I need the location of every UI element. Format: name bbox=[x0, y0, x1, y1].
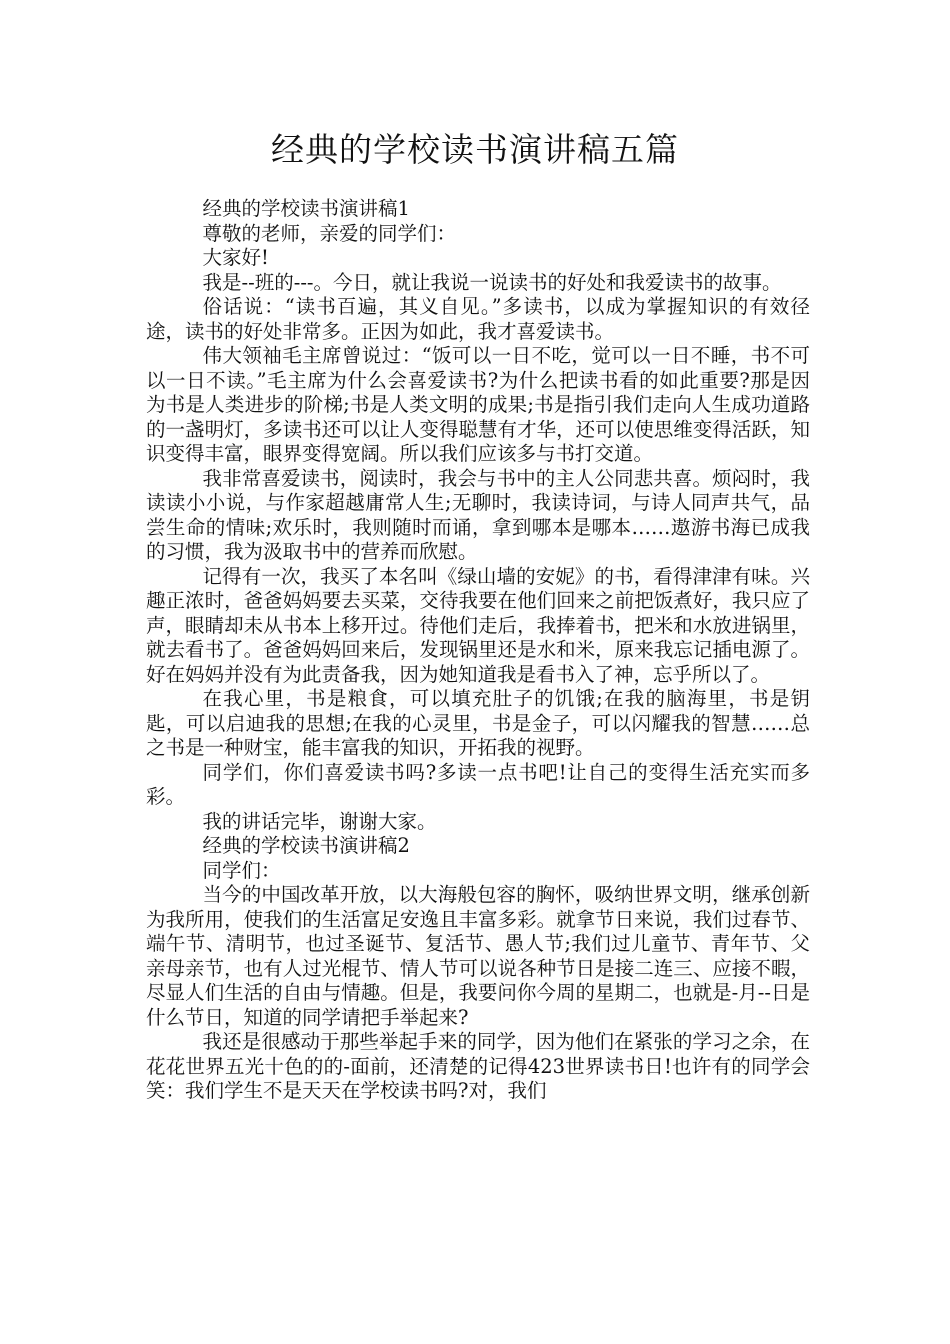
paragraph: 当今的中国改革开放，以大海般包容的胸怀，吸纳世界文明，继承创新为我所用，使我们的生活富足安逸且丰富多彩。就拿节日来说，我们过春节、端午节、清明节，也过圣诞节、复活节、愚人节;我们过儿童节、青年节、父亲母亲节，也有人过光棍节、情人节可以说各种节日是接二连三、应接不暇，尽显人们生活的自由与情趣。但是，我要问你今周的星期二，也就是-月--日是什么节日，知道的同学请把手举起来? bbox=[146, 883, 810, 1029]
paragraph: 同学们： bbox=[202, 858, 281, 882]
paragraph: 伟大领袖毛主席曾说过：“饭可以一日不吃，觉可以一日不睡，书不可以一日不读。”毛主席为什么会喜爱读书?为什么把读书看的如此重要?那是因为书是人类进步的阶梯;书是人类文明的成果;书是指引我们走向人生成功道路的一盏明灯，多读书还可以让人变得聪慧有才华，还可以使思维变得活跃，知识变得丰富，眼界变得宽阔。所以我们应该多与书打交道。 bbox=[146, 344, 810, 465]
paragraph: 记得有一次，我买了本名叫《绿山墙的安妮》的书，看得津津有味。兴趣正浓时，爸爸妈妈要去买菜，交待我要在他们回来之前把饭煮好，我只应了声，眼睛却未从书本上移开过。待他们走后，我捧着书，把米和水放进锅里，就去看书了。爸爸妈妈回来后，发现锅里还是水和米，原来我忘记插电源了。好在妈妈并没有为此责备我，因为她知道我是看书入了神，忘乎所以了。 bbox=[146, 564, 810, 686]
paragraph: 经典的学校读书演讲稿2 bbox=[202, 834, 410, 857]
paragraph: 我的讲话完毕，谢谢大家。 bbox=[202, 809, 437, 833]
paragraph: 俗话说：“读书百遍，其义自见。”多读书，以成为掌握知识的有效径途，读书的好处非常多。正因为如此，我才喜爱读书。 bbox=[146, 295, 810, 343]
paragraph: 我是--班的---。今日，就让我说一说读书的好处和我爱读书的故事。 bbox=[202, 270, 782, 294]
document-body bbox=[146, 197, 810, 1104]
paragraph: 经典的学校读书演讲稿1 bbox=[202, 197, 410, 220]
paragraph: 大家好! bbox=[202, 246, 269, 269]
paragraph: 在我心里，书是粮食，可以填充肚子的饥饿;在我的脑海里，书是钥匙，可以启迪我的思想;在我的心灵里，书是金子，可以闪耀我的智慧……总之书是一种财宝，能丰富我的知识，开拓我的视野。 bbox=[146, 687, 810, 759]
paragraph: 我还是很感动于那些举起手来的同学，因为他们在紧张的学习之余，在花花世界五光十色的的-面前，还清楚的记得423世界读书日!也许有的同学会笑：我们学生不是天天在学校读书吗?对，我们 bbox=[146, 1030, 810, 1102]
paragraph: 我非常喜爱读书，阅读时，我会与书中的主人公同悲共喜。烦闷时，我读读小小说，与作家超越庸常人生;无聊时，我读诗词，与诗人同声共气，品尝生命的情味;欢乐时，我则随时而诵，拿到哪本是哪本……遨游书海已成我的习惯，我为汲取书中的营养而欣慰。 bbox=[146, 466, 810, 563]
document-title: 经典的学校读书演讲稿五篇 bbox=[271, 130, 679, 169]
paragraph: 同学们，你们喜爱读书吗?多读一点书吧!让自己的变得生活充实而多彩。 bbox=[146, 760, 810, 808]
paragraph: 尊敬的老师，亲爱的同学们： bbox=[202, 221, 457, 245]
